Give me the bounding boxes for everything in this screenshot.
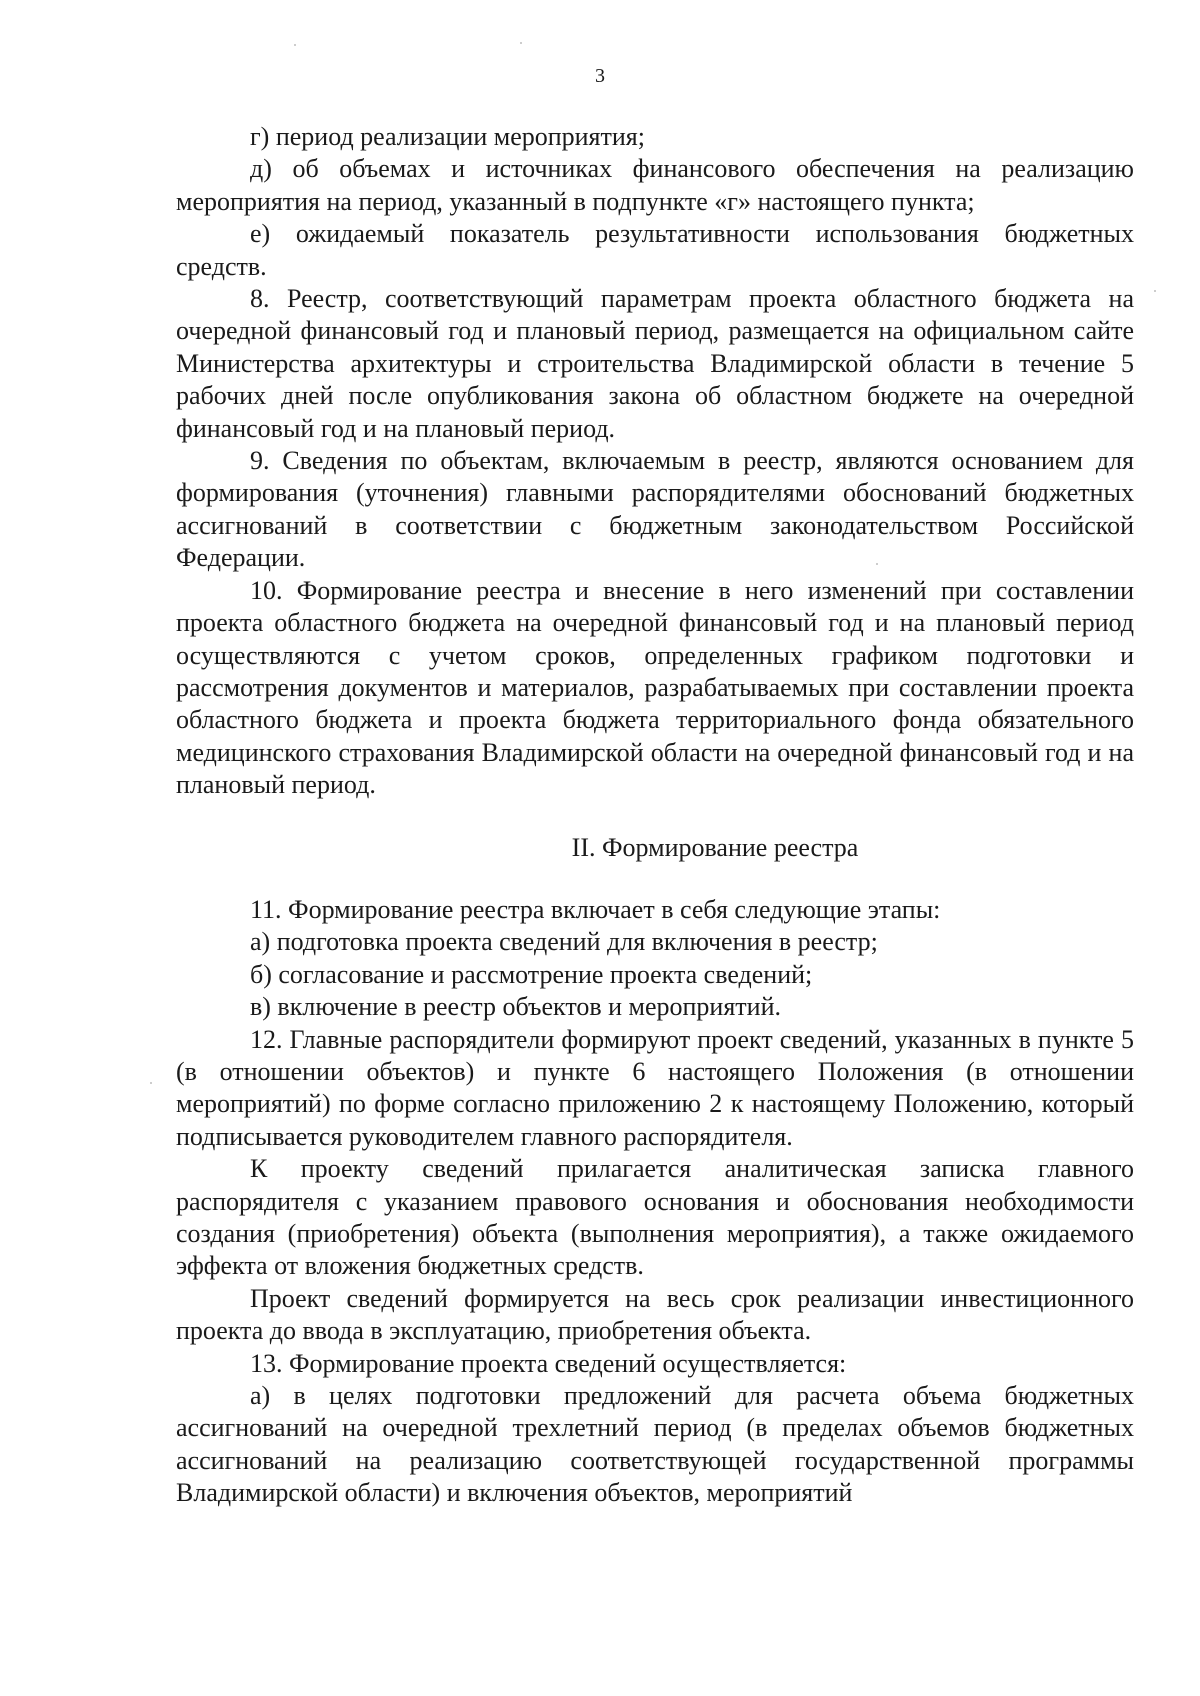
paragraph: 8. Реестр, соответствующий параметрам проекта областного бюджета на очередной финансовый год и плановый период, размещается на официальном сайте Министерства архитектуры и строительства Владимирской области в течение 5 рабочих дней после опубликования закона об областном бюджете на очередной финансовый год и на плановый период. <box>176 284 1134 443</box>
paragraph: а) в целях подготовки предложений для расчета объема бюджетных ассигнований на очередной трехлетний период (в пределах объемов бюджетных ассигнований на реализацию соответствующей государственной программы Владимирской области) и включения объектов, мероприятий <box>176 1381 1134 1508</box>
paragraph: 10. Формирование реестра и внесение в него изменений при составлении проекта областного бюджета на очередной финансовый год и на плановый период осуществляются с учетом сроков, определенных графиком подготовки и рассмотрения документов и материалов, разрабатываемых при составлении проекта областного бюджета и проекта бюджета территориального фонда обязательного медицинского страхования Владимирской области на очередной финансовый год и на плановый период. <box>176 575 1134 800</box>
paragraph: 11. Формирование реестра включает в себя следующие этапы: <box>250 894 941 924</box>
page-number: 3 <box>595 65 605 87</box>
section-heading: II. Формирование реестра <box>571 832 859 862</box>
scan-artifact <box>294 44 296 46</box>
scan-artifact <box>1154 290 1156 292</box>
paragraph: К проекту сведений прилагается аналитическая записка главного распорядителя с указанием правового основания и обоснования необходимости создания (приобретения) объекта (выполнения мероприятия), а также ожидаемого эффекта от вложения бюджетных средств. <box>176 1154 1134 1281</box>
paragraph: 12. Главные распорядители формируют проект сведений, указанных в пункте 5 (в отношении объектов) и пункте 6 настоящего Положения (в отношении мероприятий) по форме согласно приложению 2 к настоящему Положению, который подписывается руководителем главного распорядителя. <box>176 1024 1134 1151</box>
paragraph: а) подготовка проекта сведений для включения в реестр; <box>250 927 878 957</box>
scan-artifact <box>520 42 522 44</box>
paragraph: Проект сведений формируется на весь срок реализации инвестиционного проекта до ввода в эксплуатацию, приобретения объекта. <box>176 1283 1134 1346</box>
paragraph: д) об объемах и источниках финансового обеспечения на реализацию мероприятия на период, указанный в подпункте «г» настоящего пункта; <box>176 154 1134 216</box>
document-body <box>176 121 1134 1510</box>
paragraph: е) ожидаемый показатель результативности использования бюджетных средств. <box>176 219 1134 281</box>
scan-artifact <box>150 1082 152 1084</box>
paragraph: 13. Формирование проекта сведений осуществляется: <box>250 1348 847 1378</box>
paragraph: 9. Сведения по объектам, включаемым в реестр, являются основанием для формирования (уточнения) главными распорядителями обоснований бюджетных ассигнований в соответствии с бюджетным законодательством Российской Федерации. <box>176 446 1134 573</box>
paragraph: в) включение в реестр объектов и мероприятий. <box>250 992 781 1022</box>
paragraph: б) согласование и рассмотрение проекта сведений; <box>250 959 813 989</box>
paragraph: г) период реализации мероприятия; <box>250 122 645 151</box>
